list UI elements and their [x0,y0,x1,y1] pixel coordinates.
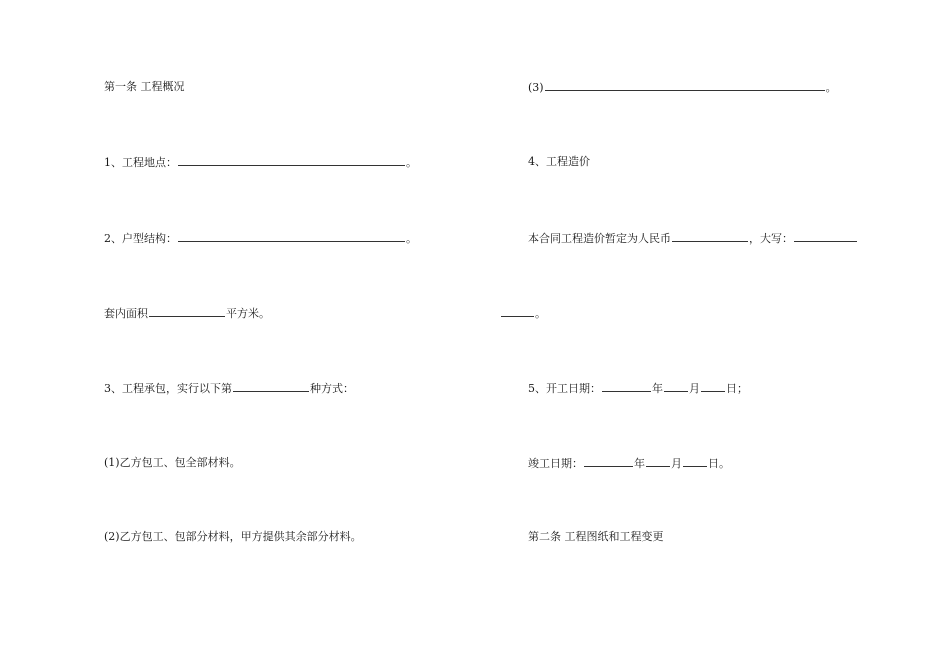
site-end: 。 [406,156,417,169]
finish-year-field[interactable] [584,456,633,467]
finish-month-label: 月 [671,457,682,470]
structure-field[interactable] [178,231,405,242]
site-line [104,155,417,169]
price-line [528,231,858,245]
price-amount-field[interactable] [672,231,748,242]
start-month-label: 月 [689,382,700,395]
start-day-end: 日； [726,382,748,395]
price-cont-end: 。 [535,307,546,320]
article-1-heading: 第一条 工程概况 [104,80,185,93]
option-2: (2)乙方包工、包部分材料，甲方提供其余部分材料。 [104,530,362,543]
option-3-line [528,80,837,94]
finish-day-end: 日。 [708,457,730,470]
article-2-heading: 第二条 工程图纸和工程变更 [528,530,664,543]
finish-label: 竣工日期： [528,457,583,470]
contract-prefix: 3、工程承包，实行以下第 [104,382,232,395]
contract-suffix: 种方式： [310,382,354,395]
finish-day-field[interactable] [683,456,707,467]
area-prefix: 套内面积 [104,307,148,320]
start-year-label: 年 [652,382,663,395]
structure-line [104,231,417,245]
start-day-field[interactable] [701,381,725,392]
finish-month-field[interactable] [646,456,670,467]
option-3-prefix: (3) [528,81,544,94]
contract-mode-field[interactable] [233,381,309,392]
area-field[interactable] [149,306,225,317]
finish-date-line [528,456,730,470]
price-heading: 4、工程造价 [528,155,590,168]
site-field[interactable] [178,155,405,166]
site-label: 1、工程地点： [104,156,177,169]
structure-end: 。 [406,232,417,245]
price-continuation [500,306,546,320]
start-label: 5、开工日期： [528,382,601,395]
option-3-end: 。 [825,81,837,94]
start-date-line [528,381,748,395]
price-words-field[interactable] [794,231,857,242]
option-1: (1)乙方包工、包全部材料。 [104,456,241,469]
structure-label: 2、户型结构： [104,232,177,245]
start-month-field[interactable] [664,381,688,392]
finish-year-label: 年 [634,457,645,470]
price-words-field-cont[interactable] [501,306,534,317]
start-year-field[interactable] [602,381,651,392]
option-3-field[interactable] [545,80,825,91]
area-suffix: 平方米。 [226,307,270,320]
contract-line [104,381,354,395]
area-line [104,306,270,320]
price-prefix: 本合同工程造价暂定为人民币 [528,232,671,245]
price-mid: ，大写： [749,232,793,245]
